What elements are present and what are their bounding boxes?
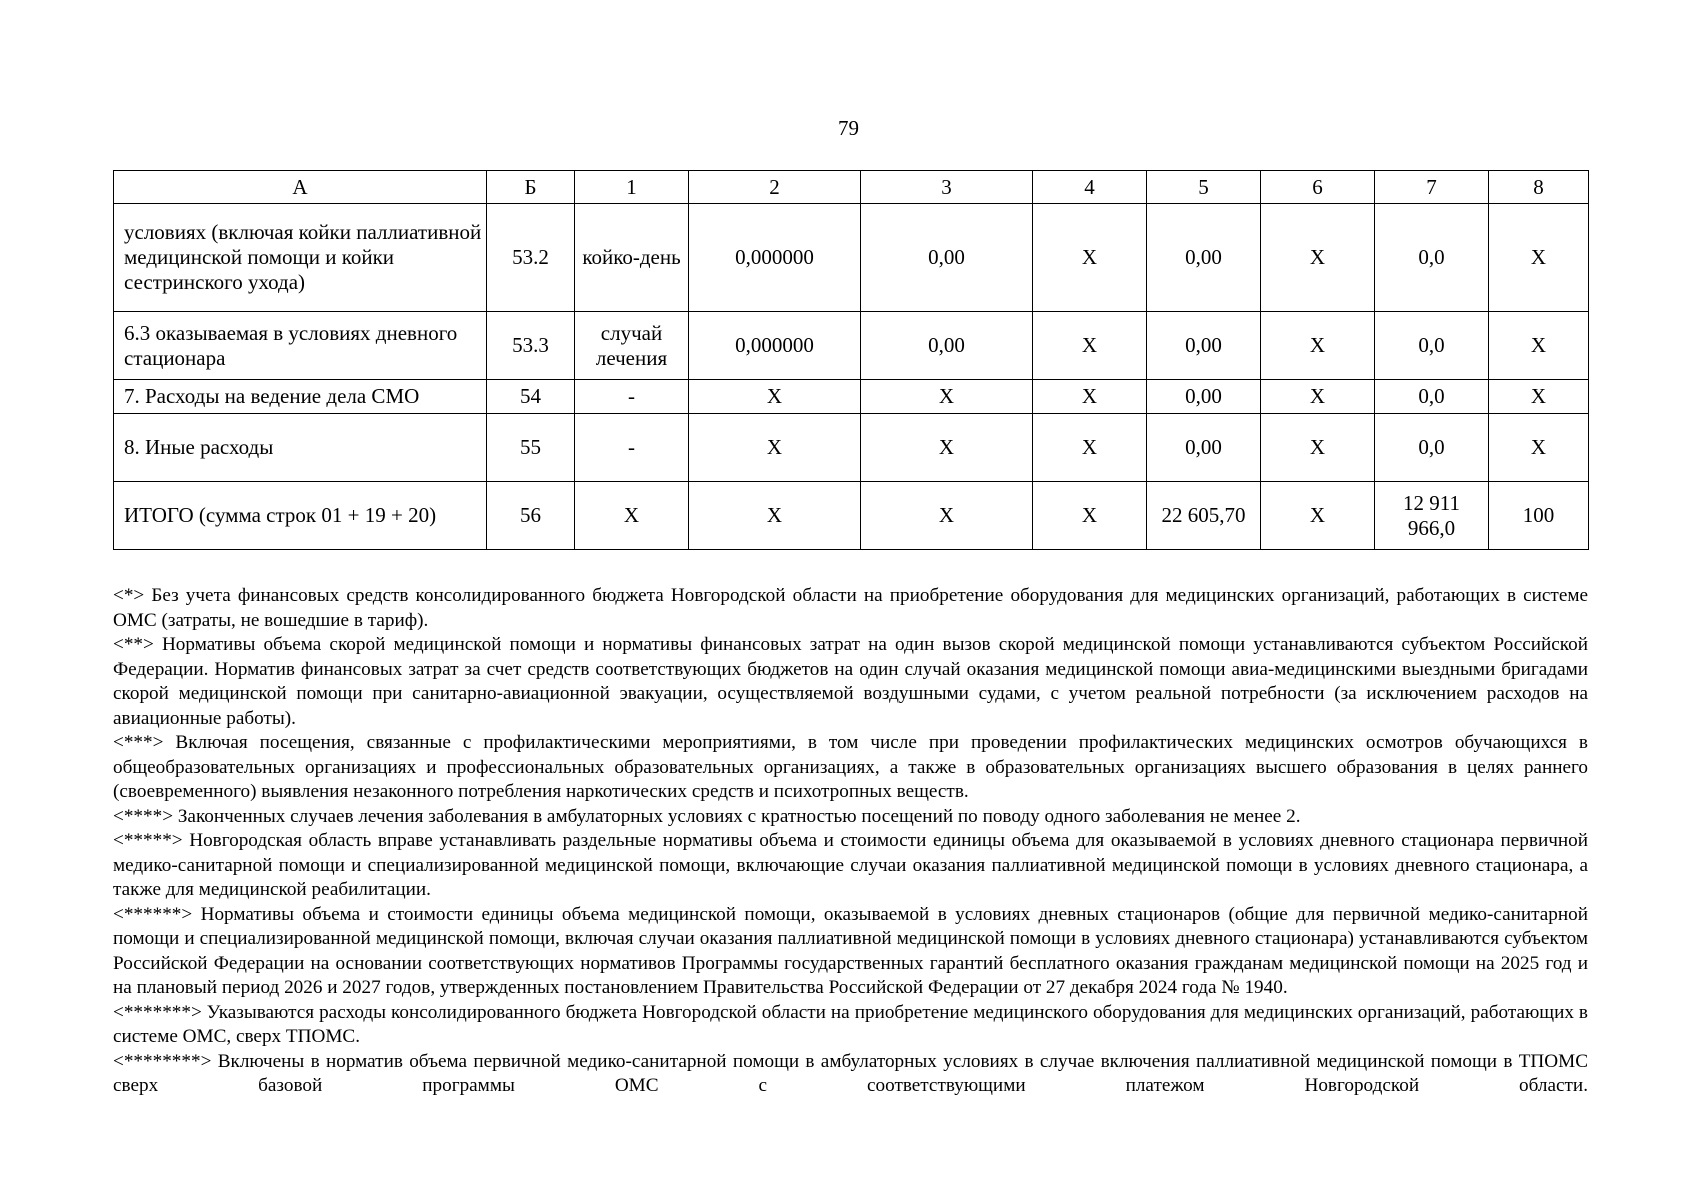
table-cell: условиях (включая койки паллиативной медицинской помощи и койки сестринского ухода) xyxy=(114,204,487,312)
table-header-row xyxy=(114,171,1589,204)
table-cell: 0,0 xyxy=(1375,380,1489,414)
table-cell: 55 xyxy=(487,414,575,482)
table-cell: койко-день xyxy=(575,204,689,312)
table-cell: 53.2 xyxy=(487,204,575,312)
table-cell: Х xyxy=(1033,204,1147,312)
footnote: <**> Нормативы объема скорой медицинской помощи и нормативы финансовых затрат на один вызов скорой медицинской помощи устанавливаются субъектом Российской Федерации. Норматив финансовых затрат за счет средств соответствующих бюджетов на один случай оказания медицинской помощи авиа-медицинскими выездными бригадами скорой медицинской помощи при санитарно-авиационной эвакуации, осуществляемой воздушными судами, с учетом реальной потребности (за исключением расходов на авиационные работы). xyxy=(113,634,1588,729)
table-cell: Х xyxy=(689,414,861,482)
table-cell: 0,00 xyxy=(1147,204,1261,312)
table-cell: Х xyxy=(1489,414,1589,482)
table-cell: Х xyxy=(861,380,1033,414)
table-cell: Х xyxy=(1033,414,1147,482)
footnote: <******> Нормативы объема и стоимости единицы объема медицинской помощи, оказываемой в условиях дневных стационаров (общие для первичной медико-санитарной помощи и специализированной медицинской помощи, включая случаи оказания паллиативной медицинской помощи в условиях дневного стационара) устанавливаются субъектом Российской Федерации на основании соответствующих нормативов Программы государственных гарантий бесплатного оказания гражданам медицинской помощи на 2025 год и на плановый период 2026 и 2027 годов, утвержденных постановлением Правительства Российской Федерации от 27 декабря 2024 года № 1940. xyxy=(113,903,1588,998)
table-cell: Х xyxy=(1261,482,1375,550)
header-cell: 3 xyxy=(861,171,1033,204)
table-cell: Х xyxy=(861,414,1033,482)
header-cell: 5 xyxy=(1147,171,1261,204)
table-cell: 6.3 оказываемая в условиях дневного стационара xyxy=(114,312,487,380)
table-cell: - xyxy=(575,414,689,482)
header-cell: А xyxy=(114,171,487,204)
table-cell: Х xyxy=(689,380,861,414)
table-cell: Х xyxy=(689,482,861,550)
header-cell: 1 xyxy=(575,171,689,204)
table-cell: 0,0 xyxy=(1375,312,1489,380)
table-row xyxy=(114,482,1589,550)
table-cell: 0,000000 xyxy=(689,312,861,380)
table-cell: ИТОГО (сумма строк 01 + 19 + 20) xyxy=(114,482,487,550)
table-cell: 8. Иные расходы xyxy=(114,414,487,482)
table-cell: Х xyxy=(1033,312,1147,380)
table-cell: 0,00 xyxy=(1147,312,1261,380)
table-cell: Х xyxy=(575,482,689,550)
table-cell: Х xyxy=(1489,312,1589,380)
table-cell: 22 605,70 xyxy=(1147,482,1261,550)
table-cell: Х xyxy=(1261,414,1375,482)
table-cell: 0,00 xyxy=(1147,414,1261,482)
table-cell: 0,0 xyxy=(1375,204,1489,312)
footnote: <*> Без учета финансовых средств консолидированного бюджета Новгородской области на приобретение оборудования для медицинских организаций, работающих в системе ОМС (затраты, не вошедшие в тариф). xyxy=(113,585,1588,631)
table-cell: 100 xyxy=(1489,482,1589,550)
footnote: <*******> Указываются расходы консолидированного бюджета Новгородской области на приобретение медицинского оборудования для медицинских организаций, работающих в системе ОМС, сверх ТПОМС. xyxy=(113,1001,1588,1047)
header-cell: 2 xyxy=(689,171,861,204)
header-cell: 8 xyxy=(1489,171,1589,204)
header-cell: 4 xyxy=(1033,171,1147,204)
table-cell: Х xyxy=(1261,380,1375,414)
table-cell: Х xyxy=(1489,204,1589,312)
footnote: <*****> Новгородская область вправе устанавливать раздельные нормативы объема и стоимости единицы объема для оказываемой в условиях дневного стационара первичной медико-санитарной помощи и специализированной медицинской помощи, включающие случаи оказания паллиативной медицинской помощи в условиях дневного стационара, а также для медицинской реабилитации. xyxy=(113,830,1588,900)
table-cell: случай лечения xyxy=(575,312,689,380)
table-cell: Х xyxy=(1489,380,1589,414)
header-cell: Б xyxy=(487,171,575,204)
table-cell: - xyxy=(575,380,689,414)
table-cell: 0,00 xyxy=(1147,380,1261,414)
footnote: <********> Включены в норматив объема первичной медико-санитарной помощи в амбулаторных условиях в случае включения паллиативной медицинской помощи в ТПОМС сверх базовой программы ОМС с соответствующими платежом Новгородской области. xyxy=(113,1050,1588,1096)
table-cell: Х xyxy=(1261,312,1375,380)
data-table xyxy=(113,170,1589,550)
table-cell: 0,000000 xyxy=(689,204,861,312)
table-cell: 56 xyxy=(487,482,575,550)
table-cell: 0,0 xyxy=(1375,414,1489,482)
header-cell: 7 xyxy=(1375,171,1489,204)
table-cell: 7. Расходы на ведение дела СМО xyxy=(114,380,487,414)
table-cell: 54 xyxy=(487,380,575,414)
table-cell: Х xyxy=(1033,482,1147,550)
table-cell: Х xyxy=(861,482,1033,550)
table-cell: 0,00 xyxy=(861,204,1033,312)
table-row xyxy=(114,312,1589,380)
table-cell: Х xyxy=(1261,204,1375,312)
table-cell: 0,00 xyxy=(861,312,1033,380)
table-row xyxy=(114,414,1589,482)
footnotes xyxy=(113,584,1588,1099)
footnote: <****> Законченных случаев лечения заболевания в амбулаторных условиях с кратностью посещений по поводу одного заболевания не менее 2. xyxy=(113,805,1301,827)
table-cell: Х xyxy=(1033,380,1147,414)
table-cell: 12 911 966,0 xyxy=(1375,482,1489,550)
table-cell: 53.3 xyxy=(487,312,575,380)
table-row xyxy=(114,380,1589,414)
header-cell: 6 xyxy=(1261,171,1375,204)
table-row xyxy=(114,204,1589,312)
footnote: <***> Включая посещения, связанные с профилактическими мероприятиями, в том числе при проведении профилактических медицинских осмотров обучающихся в общеобразовательных организациях и профессиональных образовательных организациях, а также в образовательных организациях высшего образования в целях раннего (своевременного) выявления незаконного потребления наркотических средств и психотропных веществ. xyxy=(113,732,1588,802)
page-number: 79 xyxy=(838,116,859,140)
